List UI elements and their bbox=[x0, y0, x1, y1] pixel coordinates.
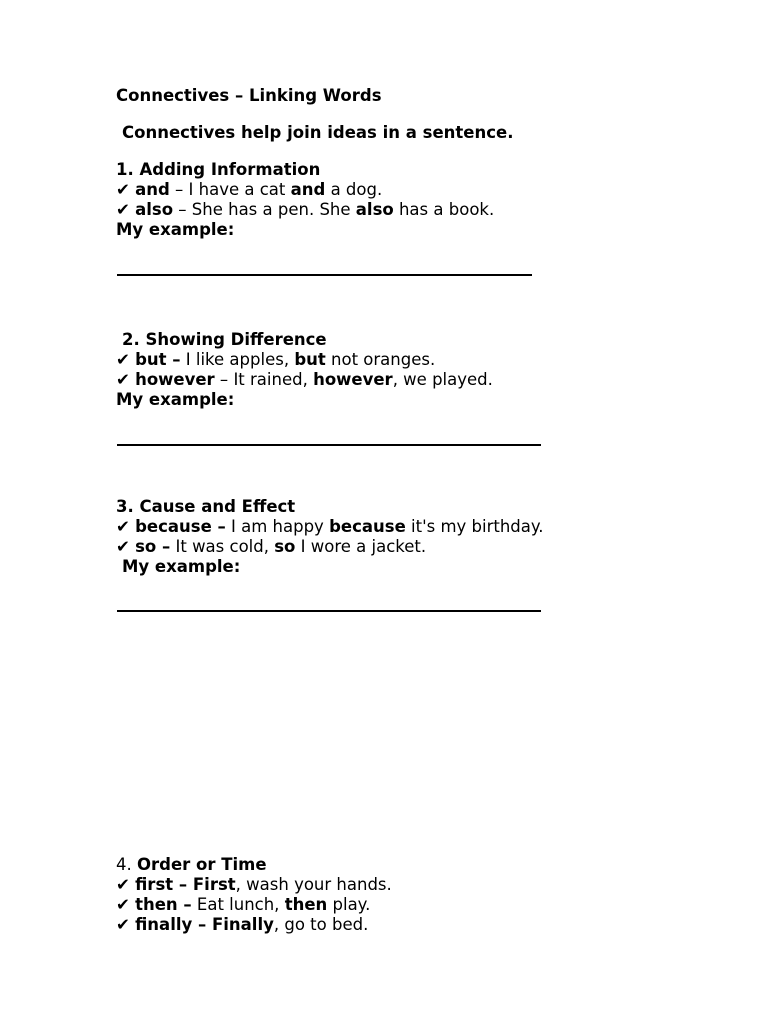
list-item: ✔ finally – Finally, go to bed. bbox=[116, 915, 369, 934]
connective-word: first – First bbox=[135, 875, 236, 894]
list-item: ✔ first – First, wash your hands. bbox=[116, 875, 392, 894]
connective-word: however bbox=[135, 370, 215, 389]
list-item: ✔ because – I am happy because it's my birthday. bbox=[116, 517, 544, 536]
section-heading: 4. Order or Time bbox=[116, 855, 267, 874]
connective-word: and bbox=[135, 180, 170, 199]
list-item: ✔ also – She has a pen. She also has a book. bbox=[116, 200, 495, 219]
answer-line bbox=[117, 610, 541, 612]
list-item: ✔ then – Eat lunch, then play. bbox=[116, 895, 371, 914]
connective-word: also bbox=[135, 200, 174, 219]
check-icon: ✔ bbox=[116, 895, 130, 914]
list-item: ✔ but – I like apples, but not oranges. bbox=[116, 350, 436, 369]
check-icon: ✔ bbox=[116, 350, 130, 369]
check-icon: ✔ bbox=[116, 370, 130, 389]
example-label: My example: bbox=[116, 390, 235, 409]
intro-text: Connectives help join ideas in a sentence. bbox=[122, 123, 514, 142]
list-item: ✔ however – It rained, however, we played. bbox=[116, 370, 493, 389]
connective-word: finally – Finally bbox=[135, 915, 274, 934]
check-icon: ✔ bbox=[116, 915, 130, 934]
connective-word: then – bbox=[135, 895, 192, 914]
example-label: My example: bbox=[116, 220, 235, 239]
check-icon: ✔ bbox=[116, 180, 130, 199]
answer-line bbox=[117, 274, 532, 276]
example-label: My example: bbox=[122, 557, 241, 576]
connective-word: but – bbox=[135, 350, 181, 369]
section-heading: 1. Adding Information bbox=[116, 160, 321, 179]
check-icon: ✔ bbox=[116, 200, 130, 219]
list-item: ✔ so – It was cold, so I wore a jacket. bbox=[116, 537, 427, 556]
section-heading: 3. Cause and Effect bbox=[116, 497, 296, 516]
page-title: Connectives – Linking Words bbox=[116, 86, 382, 105]
connective-word: so – bbox=[135, 537, 171, 556]
section-number: 4. bbox=[116, 855, 132, 874]
connective-word: because – bbox=[135, 517, 226, 536]
answer-line bbox=[117, 444, 541, 446]
section-heading: 2. Showing Difference bbox=[122, 330, 327, 349]
check-icon: ✔ bbox=[116, 537, 130, 556]
check-icon: ✔ bbox=[116, 875, 130, 894]
check-icon: ✔ bbox=[116, 517, 130, 536]
list-item: ✔ and – I have a cat and a dog. bbox=[116, 180, 383, 199]
